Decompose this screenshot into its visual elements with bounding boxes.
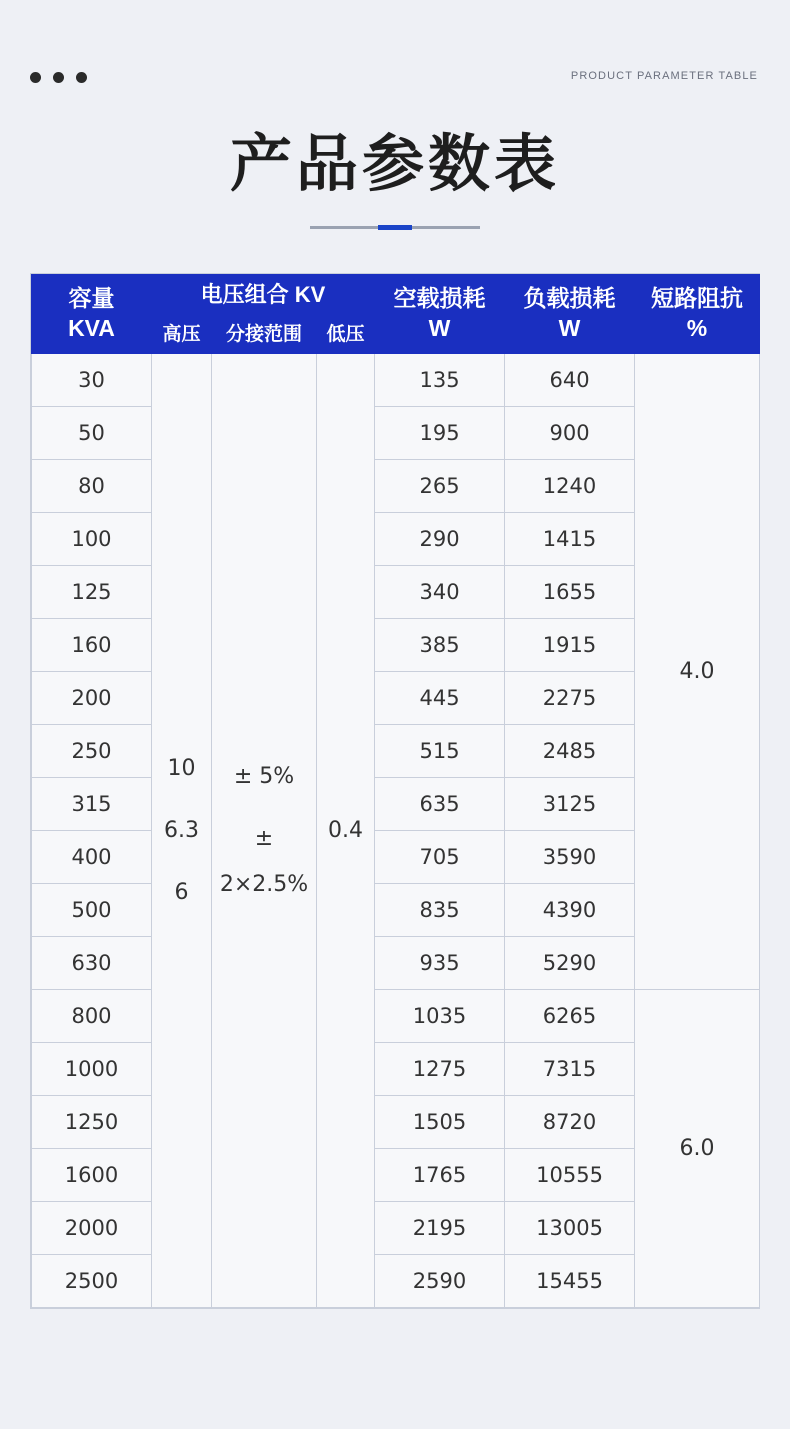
hv-value-1: 10 (167, 755, 196, 781)
cell-capacity: 100 (32, 513, 152, 566)
cell-low-voltage-merged: 0.4 (317, 354, 375, 1308)
cell-no-load-loss: 265 (375, 460, 505, 513)
cell-load-loss: 7315 (505, 1043, 635, 1096)
english-subtitle: PRODUCT PARAMETER TABLE (570, 70, 758, 82)
table-body (32, 354, 760, 1308)
table-head (32, 275, 760, 354)
cell-load-loss: 3590 (505, 831, 635, 884)
cell-capacity: 315 (32, 778, 152, 831)
cell-no-load-loss: 340 (375, 566, 505, 619)
th-load-loss (505, 275, 635, 354)
cell-capacity: 80 (32, 460, 152, 513)
cell-load-loss: 900 (505, 407, 635, 460)
cell-capacity: 800 (32, 990, 152, 1043)
cell-no-load-loss: 1765 (375, 1149, 505, 1202)
dot-3 (76, 72, 87, 83)
cell-no-load-loss: 935 (375, 937, 505, 990)
cell-load-loss: 3125 (505, 778, 635, 831)
cell-no-load-loss: 1035 (375, 990, 505, 1043)
three-dots-icon (30, 72, 87, 83)
cell-high-voltage-merged (152, 354, 212, 1308)
cell-load-loss: 10555 (505, 1149, 635, 1202)
cell-load-loss: 640 (505, 354, 635, 407)
cell-no-load-loss: 1505 (375, 1096, 505, 1149)
cell-capacity: 2000 (32, 1202, 152, 1255)
cell-no-load-loss: 195 (375, 407, 505, 460)
th-low-voltage: 低压 (317, 316, 375, 354)
cell-impedance-bottom: 6.0 (635, 990, 760, 1308)
th-impedance-unit: % (686, 315, 708, 342)
cell-no-load-loss: 445 (375, 672, 505, 725)
hv-value-3: 6 (174, 880, 189, 906)
cell-impedance-top: 4.0 (635, 354, 760, 990)
cell-capacity: 630 (32, 937, 152, 990)
th-no-load-loss-unit: W (428, 315, 451, 342)
th-load-loss-label: 负载损耗 (523, 285, 616, 312)
cell-capacity: 160 (32, 619, 152, 672)
cell-no-load-loss: 385 (375, 619, 505, 672)
cell-no-load-loss: 635 (375, 778, 505, 831)
th-short-circuit-impedance (635, 275, 760, 354)
cell-no-load-loss: 835 (375, 884, 505, 937)
cell-load-loss: 8720 (505, 1096, 635, 1149)
cell-no-load-loss: 2590 (375, 1255, 505, 1308)
cell-load-loss: 13005 (505, 1202, 635, 1255)
cell-capacity: 50 (32, 407, 152, 460)
cell-load-loss: 1240 (505, 460, 635, 513)
th-no-load-loss-label: 空载损耗 (393, 285, 486, 312)
cell-capacity: 125 (32, 566, 152, 619)
table-row (32, 354, 760, 407)
cell-load-loss: 4390 (505, 884, 635, 937)
cell-load-loss: 1415 (505, 513, 635, 566)
th-capacity-unit: KVA (68, 315, 115, 342)
cell-capacity: 400 (32, 831, 152, 884)
cell-no-load-loss: 515 (375, 725, 505, 778)
tap-value-1: ± 5% (233, 763, 295, 789)
cell-capacity: 30 (32, 354, 152, 407)
cell-no-load-loss: 2195 (375, 1202, 505, 1255)
cell-no-load-loss: 290 (375, 513, 505, 566)
cell-tap-range-merged (212, 354, 317, 1308)
cell-load-loss: 1915 (505, 619, 635, 672)
th-high-voltage: 高压 (152, 316, 212, 354)
cell-capacity: 2500 (32, 1255, 152, 1308)
cell-load-loss: 5290 (505, 937, 635, 990)
cell-no-load-loss: 1275 (375, 1043, 505, 1096)
tap-value-2: ± 2×2.5% (219, 825, 309, 898)
th-load-loss-unit: W (558, 315, 581, 342)
cell-load-loss: 6265 (505, 990, 635, 1043)
hv-value-2: 6.3 (164, 817, 199, 843)
title-block (0, 127, 790, 229)
cell-capacity: 500 (32, 884, 152, 937)
cell-load-loss: 15455 (505, 1255, 635, 1308)
th-no-load-loss (375, 275, 505, 354)
cell-capacity: 1250 (32, 1096, 152, 1149)
th-capacity (32, 275, 152, 354)
page-header (0, 0, 790, 120)
th-voltage-group: 电压组合 KV (152, 275, 375, 317)
header-row-1 (32, 275, 760, 317)
title-divider (310, 226, 480, 229)
th-tap-range: 分接范围 (212, 316, 317, 354)
cell-load-loss: 2485 (505, 725, 635, 778)
cell-capacity: 1000 (32, 1043, 152, 1096)
th-impedance-label: 短路阻抗 (651, 285, 744, 312)
cell-capacity: 200 (32, 672, 152, 725)
page-title: 产品参数表 (229, 127, 560, 200)
cell-load-loss: 2275 (505, 672, 635, 725)
parameter-table-container (30, 273, 760, 1309)
table-row (32, 990, 760, 1043)
cell-capacity: 250 (32, 725, 152, 778)
cell-load-loss: 1655 (505, 566, 635, 619)
cell-capacity: 1600 (32, 1149, 152, 1202)
dot-1 (30, 72, 41, 83)
th-capacity-label: 容量 (68, 285, 115, 312)
cell-no-load-loss: 705 (375, 831, 505, 884)
parameter-table (31, 274, 760, 1308)
cell-no-load-loss: 135 (375, 354, 505, 407)
dot-2 (53, 72, 64, 83)
